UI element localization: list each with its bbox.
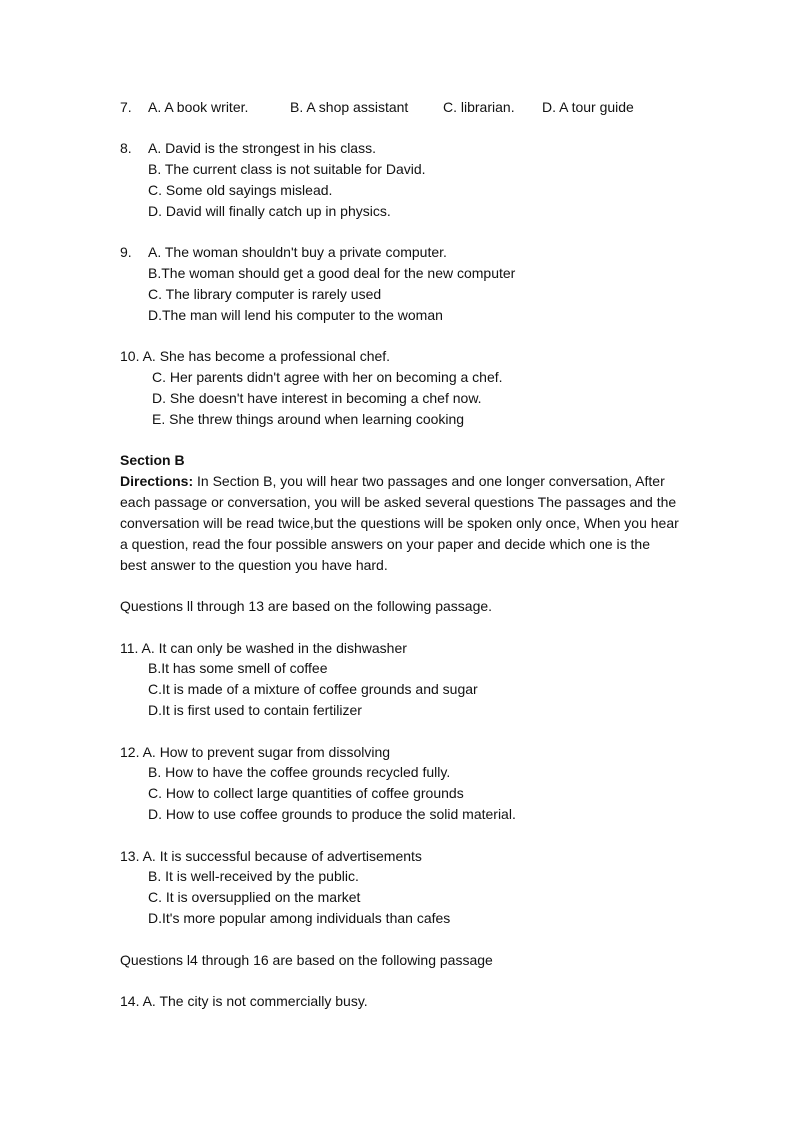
option-b: B. A shop assistant	[290, 99, 409, 115]
option-a: 11. A. It can only be washed in the dishwasher	[120, 640, 407, 656]
option-b: B. The current class is not suitable for David.	[148, 161, 426, 177]
option-d: D. David will finally catch up in physics.	[148, 203, 391, 219]
option-c: C. How to collect large quantities of coffee grounds	[148, 785, 464, 801]
question-number: 7.	[120, 99, 132, 115]
option-d: D.The man will lend his computer to the woman	[148, 307, 443, 323]
option-c: C. It is oversupplied on the market	[148, 889, 361, 905]
option-d: D. How to use coffee grounds to produce the solid material.	[148, 806, 516, 822]
directions-text: In Section B, you will hear two passages and one longer conversation, After each passage or conversation, you will be asked several questions The passages and the conversation will be read twice,but the questions will be spoken only once, When you hear a question, read the four possible answers on your paper and decide which one is the best answer to the question you have hard.	[120, 473, 679, 573]
option-a: A. David is the strongest in his class.	[148, 140, 376, 156]
option-c: C. The library computer is rarely used	[148, 286, 382, 302]
option-b: B.It has some smell of coffee	[148, 660, 328, 676]
option-b: B. How to have the coffee grounds recycled fully.	[148, 764, 451, 780]
question-number: 9.	[120, 244, 132, 260]
option-a: 10. A. She has become a professional chef.	[120, 348, 391, 364]
option-c: C.It is made of a mixture of coffee grounds and sugar	[148, 681, 478, 697]
option-a: 12. A. How to prevent sugar from dissolving	[120, 744, 391, 760]
passage-intro: Questions ll through 13 are based on the following passage.	[120, 598, 493, 614]
section-heading: Section B	[120, 452, 185, 468]
directions-label: Directions:	[120, 473, 194, 489]
section-directions	[120, 471, 680, 576]
option-d: D.It is first used to contain fertilizer	[148, 702, 362, 718]
passage-intro: Questions l4 through 16 are based on the following passage	[120, 952, 493, 968]
option-a: A. A book writer.	[148, 99, 249, 115]
option-a: 14. A. The city is not commercially busy.	[120, 993, 368, 1009]
option-d: D. She doesn't have interest in becoming a chef now.	[152, 390, 482, 406]
option-e: E. She threw things around when learning cooking	[152, 411, 465, 427]
option-d: D. A tour guide	[542, 99, 634, 115]
option-c: C. librarian.	[443, 99, 515, 115]
option-b: B.The woman should get a good deal for the new computer	[148, 265, 516, 281]
option-c: C. Her parents didn't agree with her on becoming a chef.	[152, 369, 503, 385]
option-a: A. The woman shouldn't buy a private computer.	[148, 244, 447, 260]
question-number: 8.	[120, 140, 132, 156]
option-c: C. Some old sayings mislead.	[148, 182, 333, 198]
option-d: D.It's more popular among individuals than cafes	[148, 910, 451, 926]
option-b: B. It is well-received by the public.	[148, 868, 359, 884]
option-a: 13. A. It is successful because of advertisements	[120, 848, 422, 864]
